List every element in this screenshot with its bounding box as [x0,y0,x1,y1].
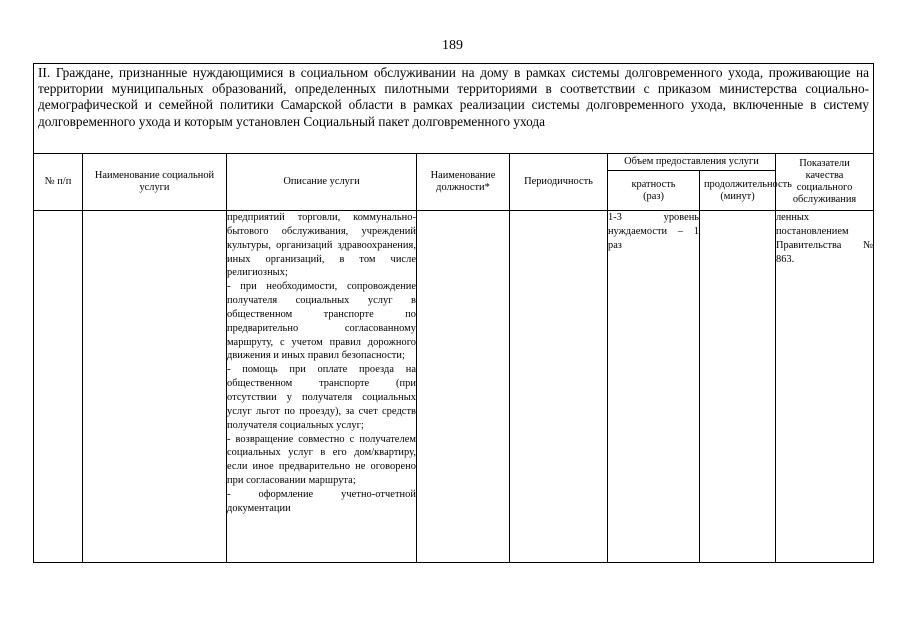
cell-duration [700,211,776,563]
table-row [34,211,874,563]
cell-num [34,211,83,563]
header-quality: Показатели качества социального обслуживания [776,154,874,211]
header-periodicity: Периодичность [510,154,608,211]
page-number: 189 [442,38,463,53]
header-num: № п/п [34,154,83,211]
cell-service-name [83,211,227,563]
header-service-name: Наименование социальной услуги [83,154,227,211]
header-multiplicity: кратность (раз) [608,171,700,211]
header-description: Описание услуги [227,154,417,211]
cell-quality: ленных постановлением Правительства № 863. [776,211,874,563]
header-volume: Объем предоставления услуги [608,154,776,171]
services-table [33,63,874,563]
cell-multiplicity: 1-3 уровень нуждаемости – 1 раз [608,211,700,563]
cell-position [417,211,510,563]
section-title: II. Граждане, признанные нуждающимися в социальном обслуживании на дому в рамках системы долговременного ухода, проживающие на территории муниципальных образований, определенных пилотными территориями в соответствии с приказом министерства социально-демографической и семейной политики Самарской области в рамках реализации системы долговременного ухода, включенные в систему долговременного ухода и которым установлен Социальный пакет долговременного ухода [34,64,874,154]
cell-description: предприятий торговли, коммунально-бытового обслуживания, учреждений культуры, организаций здравоохранения, иных организаций, в том числе религиозных; - при необходимости, сопровождение получателя социальных услуг в общественном транспорте по предварительно согласованному маршруту, с учетом правил дорожного движения и иных правил безопасности; - помощь при оплате проезда на общественном транспорте (при отсутствии у получателя социальных услуг льгот по проезду), за счет средств получателя социальных услуг; - возвращение совместно с получателем социальных услуг в его дом/квартиру, если иное предварительно не оговорено при согласовании маршрута; - оформление учетно-отчетной документации [227,211,417,563]
header-duration: продолжительность (минут) [700,171,776,211]
header-position: Наименование должности* [417,154,510,211]
cell-periodicity [510,211,608,563]
